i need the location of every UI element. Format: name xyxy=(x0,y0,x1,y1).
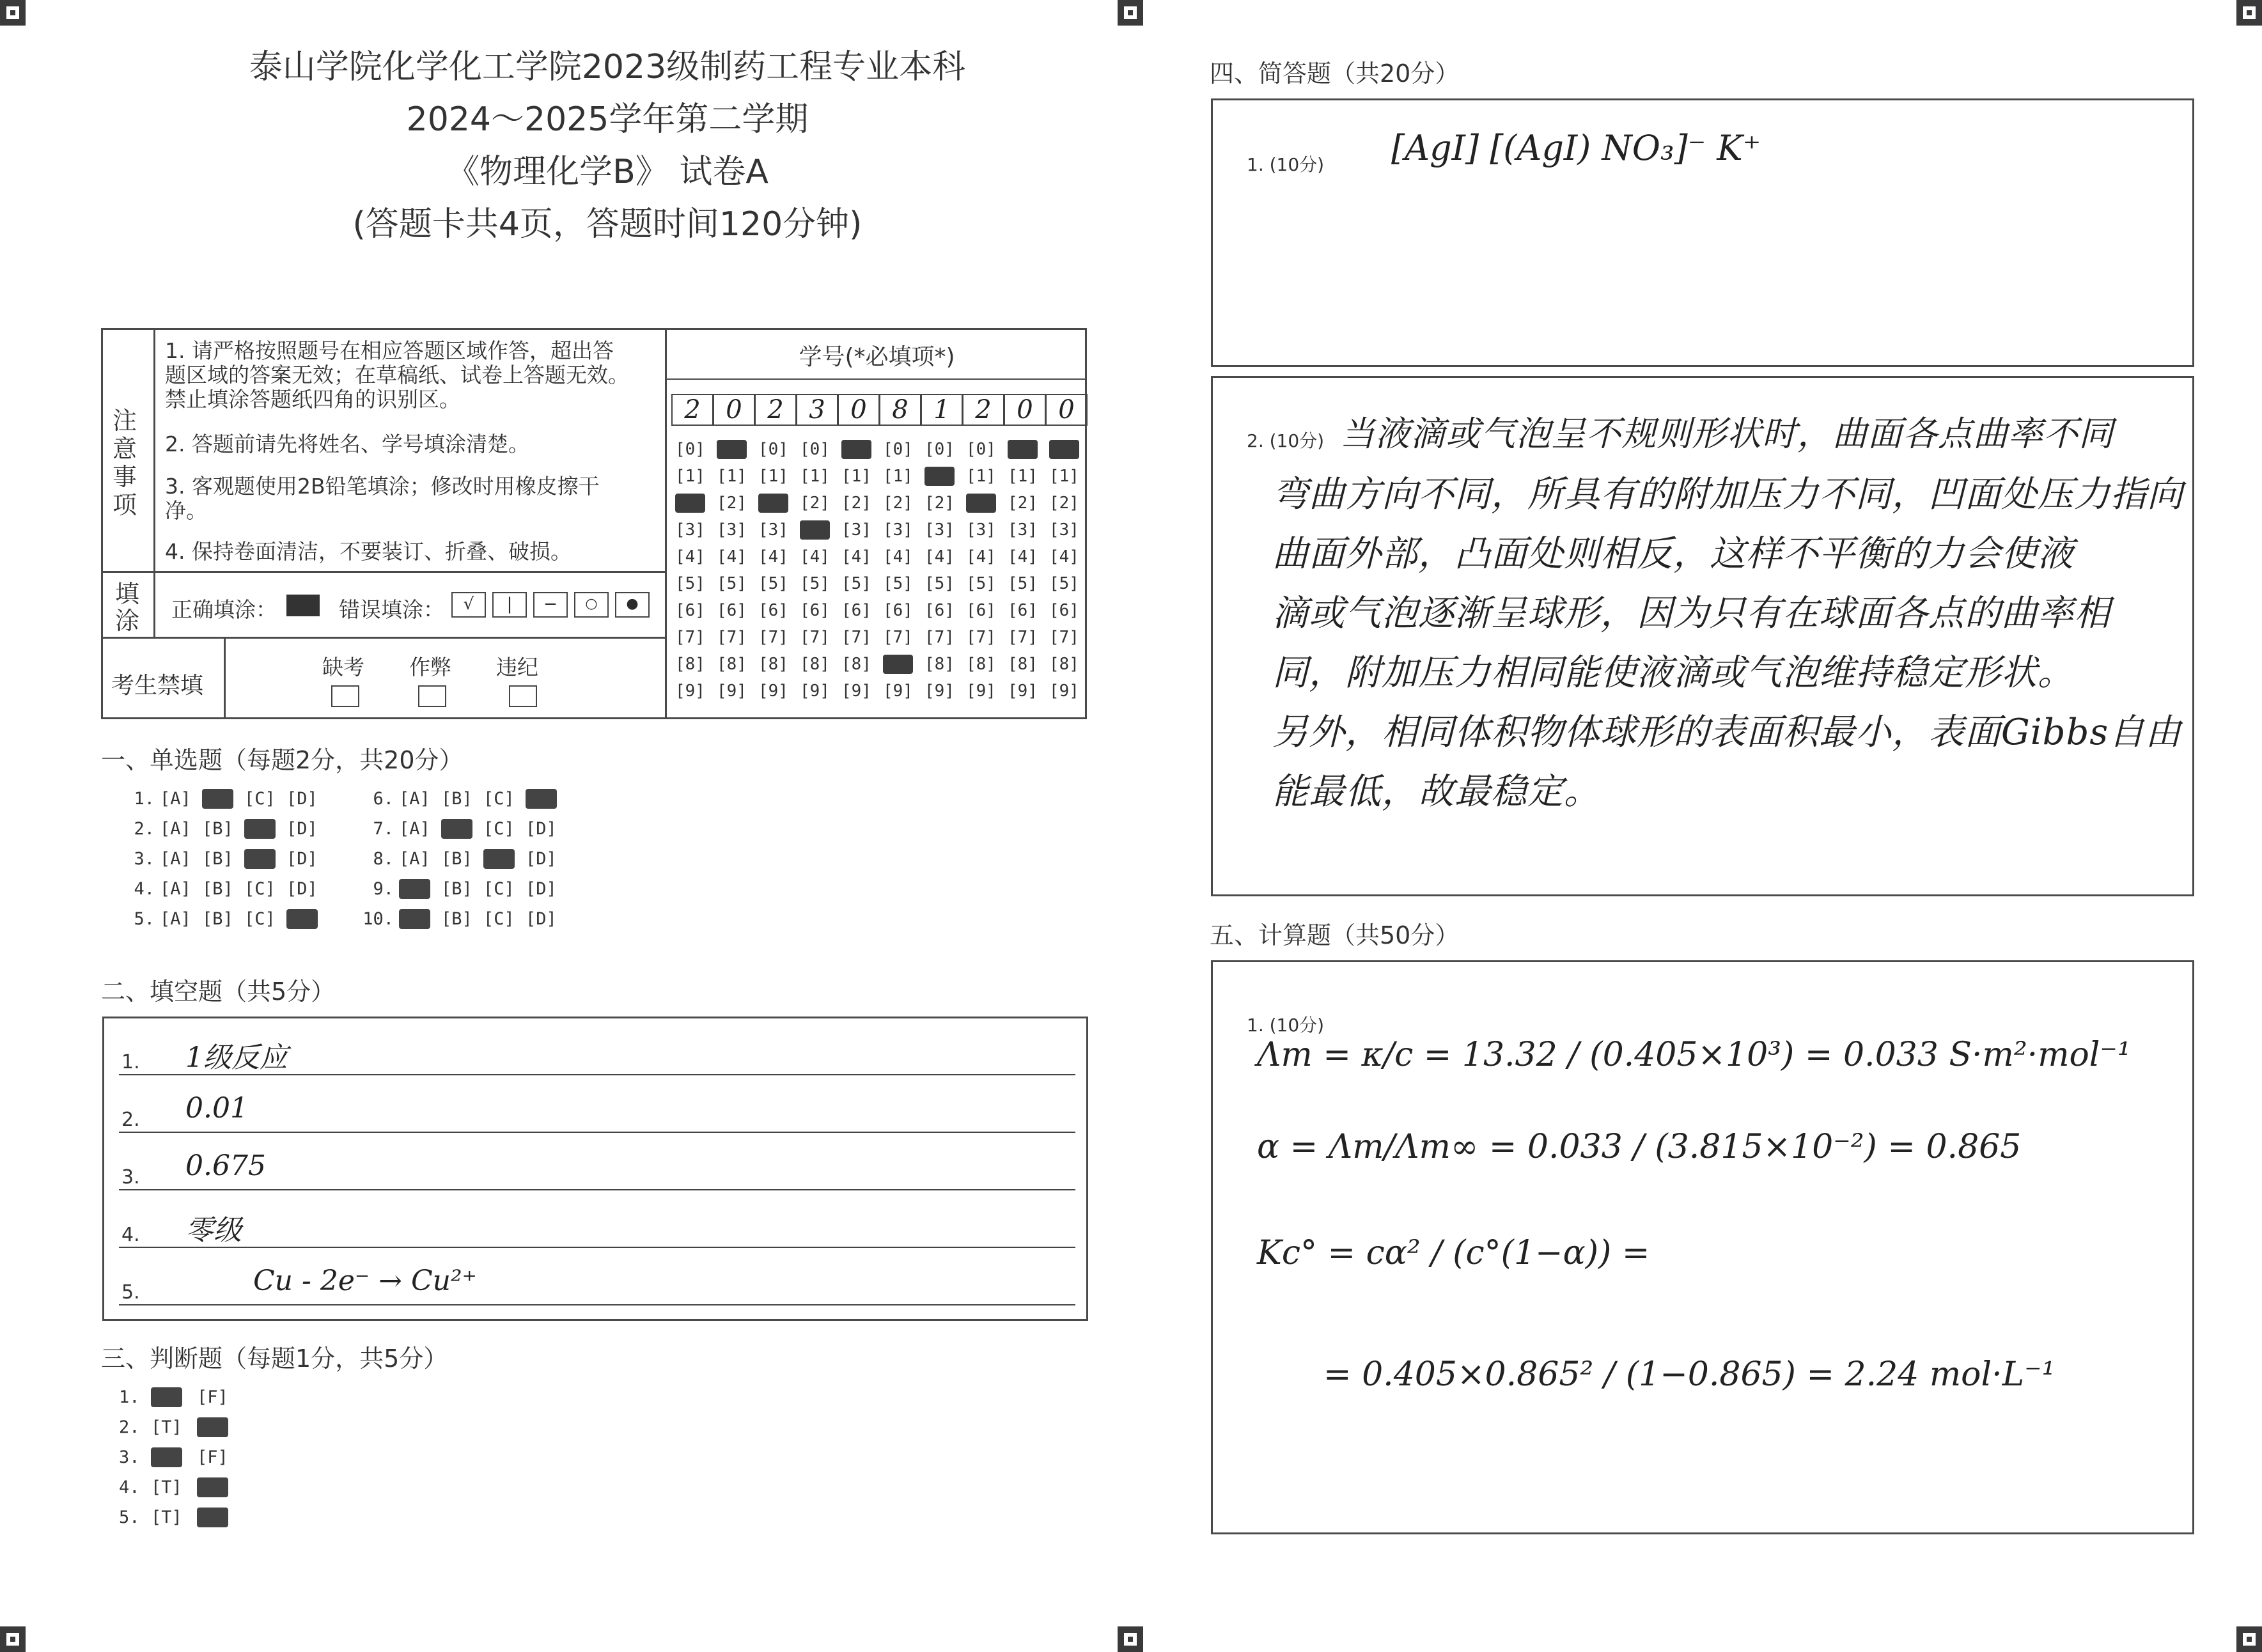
student-id-bubble[interactable]: [4] xyxy=(1008,547,1038,566)
single-choice-number: 3. xyxy=(134,849,155,869)
student-id-bubble[interactable]: [6] xyxy=(966,601,996,620)
student-id-bubble[interactable]: [3] xyxy=(758,520,788,540)
single-choice-option[interactable]: [D] xyxy=(526,879,557,899)
fill-blank-underline xyxy=(119,1189,1075,1190)
student-id-bubble[interactable]: [5] xyxy=(758,574,788,593)
student-id-bubble-filled[interactable]: [3] xyxy=(800,520,830,540)
exam-title-line2: 2024～2025学年第二学期 xyxy=(406,100,809,139)
single-choice-option[interactable]: [D] xyxy=(286,819,318,839)
student-id-bubble[interactable]: [8] xyxy=(841,655,871,674)
single-choice-option[interactable]: [A] xyxy=(399,849,430,869)
single-choice-option[interactable]: [A] xyxy=(160,849,191,869)
fill-blank-title: 二、填空题（共5分） xyxy=(101,978,336,1006)
single-choice-option[interactable]: [D] xyxy=(286,879,318,899)
single-choice-number: 5. xyxy=(134,909,155,929)
single-choice-option-filled[interactable]: [B] xyxy=(202,789,233,809)
student-id-bubble[interactable]: [9] xyxy=(758,682,788,701)
single-choice-option[interactable]: [A] xyxy=(160,879,191,899)
student-id-bubble[interactable]: [5] xyxy=(675,574,705,593)
student-id-bubble[interactable]: [6] xyxy=(924,601,955,620)
student-id-bubble[interactable]: [2] xyxy=(883,494,913,513)
exam-title-line4: (答题卡共4页，答题时间120分钟) xyxy=(352,205,862,244)
forbidden-divider xyxy=(224,637,226,719)
single-choice-option-filled[interactable]: [C] xyxy=(483,849,515,869)
wrong-fill-label: 错误填涂： xyxy=(339,597,444,622)
short-answer-q2-line: 能最低，故最稳定。 xyxy=(1272,771,1600,813)
short-answer-q1-label: 1. (10分) xyxy=(1247,154,1325,175)
student-id-bubble[interactable]: [6] xyxy=(1008,601,1038,620)
student-id-bubble[interactable]: [2] xyxy=(717,494,747,513)
student-id-bubble[interactable]: [5] xyxy=(1008,574,1038,593)
single-choice-number: 6. xyxy=(373,789,394,809)
student-id-bubble[interactable]: [0] xyxy=(966,440,996,459)
true-false-option-filled[interactable]: [F] xyxy=(197,1508,228,1527)
student-id-label: 学号(*必填项*) xyxy=(799,344,955,370)
student-id-digit: 2 xyxy=(671,394,714,426)
notice-item-1: 1. 请严格按照题号在相应答题区域作答，超出答题区域的答案无效；在草稿纸、试卷上答题无效。禁止填涂答题纸四角的识别区。 xyxy=(165,338,629,412)
student-id-bubble[interactable]: [2] xyxy=(924,494,955,513)
forbidden-violation: 违纪 xyxy=(496,655,538,680)
fill-blank-number: 1. xyxy=(121,1051,140,1073)
student-id-bubble[interactable]: [7] xyxy=(966,628,996,647)
single-choice-number: 2. xyxy=(134,819,155,839)
student-id-bubble[interactable]: [0] xyxy=(924,440,955,459)
student-id-bubble[interactable]: [4] xyxy=(841,547,871,566)
student-id-bubble[interactable]: [0] xyxy=(758,440,788,459)
fill-blank-answer[interactable]: 0.01 xyxy=(185,1092,248,1125)
student-id-bubble[interactable]: [7] xyxy=(758,628,788,647)
single-choice-option[interactable]: [B] xyxy=(202,819,233,839)
forbidden-cheat: 作弊 xyxy=(409,655,451,680)
wrong-mark-bar: | xyxy=(492,592,527,618)
student-id-bubble[interactable]: [0] xyxy=(675,440,705,459)
student-id-bubble[interactable]: [1] xyxy=(966,467,996,486)
single-choice-option-filled[interactable]: [B] xyxy=(441,819,472,839)
single-choice-option[interactable]: [A] xyxy=(160,909,191,929)
student-id-bubble[interactable]: [3] xyxy=(966,520,996,540)
forbidden-cheat-box[interactable] xyxy=(418,685,446,707)
single-choice-number: 10. xyxy=(363,909,394,929)
student-id-bubble[interactable]: [0] xyxy=(800,440,830,459)
calculation-title: 五、计算题（共50分） xyxy=(1210,921,1460,949)
student-id-bubble[interactable]: [4] xyxy=(758,547,788,566)
short-answer-title: 四、简答题（共20分） xyxy=(1210,59,1460,88)
student-id-bubble[interactable]: [3] xyxy=(841,520,871,540)
single-choice-option-filled[interactable]: [C] xyxy=(244,849,276,869)
true-false-option-filled[interactable]: [T] xyxy=(151,1447,182,1467)
true-false-title: 三、判断题（每题1分，共5分） xyxy=(101,1344,448,1373)
single-choice-option[interactable]: [A] xyxy=(160,819,191,839)
true-false-option[interactable]: [F] xyxy=(197,1387,228,1407)
student-id-bubble[interactable]: [5] xyxy=(717,574,747,593)
student-id-bubble[interactable]: [6] xyxy=(675,601,705,620)
single-choice-option[interactable]: [C] xyxy=(244,879,276,899)
student-id-digit: 0 xyxy=(838,394,880,426)
student-id-bubble[interactable]: [7] xyxy=(883,628,913,647)
short-answer-q1-answer: [AgI] [(AgI) NO₃]⁻ K⁺ xyxy=(1391,128,1761,168)
student-id-bubble[interactable]: [4] xyxy=(966,547,996,566)
single-choice-option[interactable]: [B] xyxy=(441,849,472,869)
student-id-digit: 2 xyxy=(962,394,1004,426)
single-choice-option[interactable]: [C] xyxy=(483,789,515,809)
student-id-bubble[interactable]: [8] xyxy=(924,655,955,674)
student-id-bubble[interactable]: [7] xyxy=(924,628,955,647)
single-choice-option-filled[interactable]: [A] xyxy=(399,879,430,899)
student-id-bubble[interactable]: [9] xyxy=(966,682,996,701)
student-id-bubble[interactable]: [7] xyxy=(717,628,747,647)
calculation-line: = 0.405×0.865² / (1−0.865) = 2.24 mol·L⁻¹ xyxy=(1323,1355,2055,1394)
fill-blank-underline xyxy=(119,1304,1075,1305)
student-id-digit: 0 xyxy=(1045,394,1088,426)
student-id-digit: 3 xyxy=(796,394,838,426)
single-choice-option[interactable]: [D] xyxy=(286,789,318,809)
true-false-option[interactable]: [T] xyxy=(151,1508,182,1527)
student-id-bubble[interactable]: [3] xyxy=(924,520,955,540)
student-id-bubble[interactable]: [1] xyxy=(841,467,871,486)
student-id-bubble[interactable]: [8] xyxy=(758,655,788,674)
student-id-bubble[interactable]: [6] xyxy=(883,601,913,620)
exam-title-line1: 泰山学院化学化工学院2023级制药工程专业本科 xyxy=(249,48,966,86)
student-id-bubble[interactable]: [3] xyxy=(717,520,747,540)
info-panel-divider xyxy=(665,328,667,719)
student-id-bubble[interactable]: [9] xyxy=(1008,682,1038,701)
student-id-bubble-filled[interactable]: [2] xyxy=(675,494,705,513)
student-id-bubble[interactable]: [9] xyxy=(1049,682,1079,701)
student-id-bubble[interactable]: [1] xyxy=(675,467,705,486)
student-id-bubble[interactable]: [5] xyxy=(841,574,871,593)
short-answer-q2-label: 2. (10分) xyxy=(1247,430,1325,451)
student-id-bubble[interactable]: [4] xyxy=(717,547,747,566)
single-choice-option[interactable]: [B] xyxy=(441,789,472,809)
notice-label: 注意事项 xyxy=(113,407,137,519)
true-false-number: 1. xyxy=(119,1387,140,1407)
student-id-bubble[interactable]: [3] xyxy=(1049,520,1079,540)
fill-blank-answer[interactable]: 零级 xyxy=(185,1214,242,1247)
fill-blank-underline xyxy=(119,1132,1075,1133)
correct-fill-sample xyxy=(286,595,320,616)
fill-blank-underline xyxy=(119,1074,1075,1075)
student-id-bubble[interactable]: [3] xyxy=(675,520,705,540)
student-id-bubble[interactable]: [5] xyxy=(924,574,955,593)
student-id-bubble[interactable]: [2] xyxy=(800,494,830,513)
single-choice-option[interactable]: [C] xyxy=(244,789,276,809)
corner-marker-top-center xyxy=(1118,0,1143,26)
corner-marker-bottom-center xyxy=(1118,1626,1143,1652)
student-id-bubble[interactable]: [1] xyxy=(800,467,830,486)
fill-label: 填涂 xyxy=(115,580,140,635)
student-id-digit: 1 xyxy=(921,394,963,426)
student-id-bubble[interactable]: [1] xyxy=(758,467,788,486)
student-id-bubble[interactable]: [1] xyxy=(883,467,913,486)
student-id-bubble[interactable]: [7] xyxy=(800,628,830,647)
fill-blank-number: 3. xyxy=(121,1166,140,1188)
notice-item-2: 2. 答题前请先将姓名、学号填涂清楚。 xyxy=(165,432,529,456)
student-id-bubble[interactable]: [6] xyxy=(758,601,788,620)
calculation-line: α = Λm/Λm∞ = 0.033 / (3.815×10⁻²) = 0.865 xyxy=(1257,1128,2022,1166)
wrong-mark-dot: ● xyxy=(615,592,650,618)
student-id-bubble[interactable]: [8] xyxy=(1049,655,1079,674)
student-id-label-rule xyxy=(667,378,1087,380)
single-choice-option[interactable]: [C] xyxy=(244,909,276,929)
true-false-option-filled[interactable]: [F] xyxy=(197,1477,228,1497)
true-false-number: 2. xyxy=(119,1417,140,1437)
student-id-bubble[interactable]: [8] xyxy=(966,655,996,674)
student-id-digit: 0 xyxy=(713,394,755,426)
calculation-line: Kc° = cα² / (c°(1−α)) = xyxy=(1257,1234,1650,1272)
single-choice-option[interactable]: [D] xyxy=(526,819,557,839)
student-id-bubble[interactable]: [9] xyxy=(675,682,705,701)
true-false-number: 4. xyxy=(119,1477,140,1497)
short-answer-q2-line: 弯曲方向不同，所具有的附加压力不同，凹面处压力指向 xyxy=(1272,474,2183,515)
single-choice-option-filled[interactable]: [C] xyxy=(244,819,276,839)
student-id-bubble[interactable]: [1] xyxy=(1008,467,1038,486)
single-choice-number: 7. xyxy=(373,819,394,839)
student-id-bubble[interactable]: [1] xyxy=(1049,467,1079,486)
student-id-bubble[interactable]: [2] xyxy=(1008,494,1038,513)
single-choice-option[interactable]: [B] xyxy=(202,849,233,869)
fill-blank-number: 4. xyxy=(121,1224,140,1246)
short-answer-q2-line: 当液滴或气泡呈不规则形状时，曲面各点曲率不同 xyxy=(1340,414,2114,454)
true-false-option[interactable]: [F] xyxy=(197,1447,228,1467)
student-id-bubble[interactable]: [2] xyxy=(1049,494,1079,513)
student-id-bubble[interactable]: [8] xyxy=(717,655,747,674)
fill-blank-number: 2. xyxy=(121,1109,140,1131)
short-answer-q2-line: 另外，相同体积物体球形的表面积最小，表面Gibbs自由 xyxy=(1272,712,2182,753)
single-choice-option[interactable]: [A] xyxy=(160,789,191,809)
student-id-bubble[interactable]: [7] xyxy=(841,628,871,647)
notice-item-3: 3. 客观题使用2B铅笔填涂；修改时用橡皮擦干净。 xyxy=(165,474,600,523)
short-answer-q2-line: 曲面外部，凸面处则相反，这样不平衡的力会使液 xyxy=(1272,533,2074,575)
fill-blank-number: 5. xyxy=(121,1281,140,1304)
single-choice-option[interactable]: [C] xyxy=(483,879,515,899)
true-false-option[interactable]: [T] xyxy=(151,1417,182,1437)
fill-blank-answer[interactable]: Cu - 2e⁻ → Cu²⁺ xyxy=(253,1265,477,1297)
single-choice-option[interactable]: [D] xyxy=(526,909,557,929)
single-choice-option[interactable]: [D] xyxy=(526,849,557,869)
student-id-bubble-filled[interactable]: [0] xyxy=(717,440,747,459)
single-choice-option[interactable]: [A] xyxy=(399,819,430,839)
single-choice-option[interactable]: [A] xyxy=(399,789,430,809)
single-choice-number: 8. xyxy=(373,849,394,869)
true-false-option[interactable]: [T] xyxy=(151,1477,182,1497)
short-answer-q2-line: 滴或气泡逐渐呈球形，因为只有在球面各点的曲率相 xyxy=(1272,593,2110,634)
student-id-bubble-filled[interactable]: [0] xyxy=(1008,440,1038,459)
wrong-mark-circle: ○ xyxy=(574,592,609,618)
corner-marker-bottom-left xyxy=(0,1626,26,1652)
single-choice-title: 一、单选题（每题2分，共20分） xyxy=(101,746,464,774)
student-id-bubble[interactable]: [5] xyxy=(883,574,913,593)
student-id-bubble[interactable]: [6] xyxy=(1049,601,1079,620)
fill-blank-answer[interactable]: 1级反应 xyxy=(185,1041,288,1074)
student-id-bubble[interactable]: [4] xyxy=(1049,547,1079,566)
student-id-bubble[interactable]: [8] xyxy=(1008,655,1038,674)
exam-title-line3: 《物理化学B》 试卷A xyxy=(446,153,768,191)
student-id-bubble-filled[interactable]: [2] xyxy=(966,494,996,513)
true-false-option-filled[interactable]: [F] xyxy=(197,1417,228,1437)
student-id-bubble[interactable]: [4] xyxy=(800,547,830,566)
correct-fill-label: 正确填涂： xyxy=(171,597,277,622)
notice-item-4: 4. 保持卷面清洁，不要装订、折叠、破损。 xyxy=(165,539,572,564)
student-id-bubble-filled[interactable]: [0] xyxy=(1049,440,1079,459)
single-choice-option[interactable]: [B] xyxy=(202,879,233,899)
student-id-bubble[interactable]: [4] xyxy=(924,547,955,566)
student-id-bubble[interactable]: [9] xyxy=(717,682,747,701)
student-id-bubble[interactable]: [8] xyxy=(800,655,830,674)
student-id-bubble[interactable]: [3] xyxy=(883,520,913,540)
student-id-bubble-filled[interactable]: [8] xyxy=(883,655,913,674)
student-id-bubble[interactable]: [7] xyxy=(675,628,705,647)
fill-bottom-rule xyxy=(101,637,667,639)
student-id-digit: 8 xyxy=(879,394,921,426)
single-choice-option[interactable]: [C] xyxy=(483,819,515,839)
single-choice-number: 1. xyxy=(134,789,155,809)
fill-blank-underline xyxy=(119,1247,1075,1248)
student-id-bubble-filled[interactable]: [1] xyxy=(924,467,955,486)
single-choice-option[interactable]: [B] xyxy=(441,879,472,899)
student-id-bubble[interactable]: [9] xyxy=(800,682,830,701)
label-column-divider xyxy=(153,328,155,637)
single-choice-option[interactable]: [C] xyxy=(483,909,515,929)
single-choice-option[interactable]: [B] xyxy=(202,909,233,929)
forbidden-absent: 缺考 xyxy=(322,655,364,680)
short-answer-q2-line: 同，附加压力相同能使液滴或气泡维持稳定形状。 xyxy=(1272,652,2074,694)
single-choice-number: 9. xyxy=(373,879,394,899)
student-id-bubble[interactable]: [5] xyxy=(1049,574,1079,593)
student-id-bubble-filled[interactable]: [0] xyxy=(841,440,871,459)
corner-marker-bottom-right xyxy=(2236,1626,2262,1652)
student-id-bubble[interactable]: [0] xyxy=(883,440,913,459)
single-choice-option-filled[interactable]: [A] xyxy=(399,909,430,929)
student-id-bubble[interactable]: [9] xyxy=(883,682,913,701)
forbidden-label: 考生禁填 xyxy=(111,673,204,699)
fill-blank-answer[interactable]: 0.675 xyxy=(185,1149,266,1182)
student-id-bubble[interactable]: [1] xyxy=(717,467,747,486)
calculation-line: Λm = κ/c = 13.32 / (0.405×10³) = 0.033 S·m²·mol⁻¹ xyxy=(1257,1036,2131,1074)
true-false-number: 3. xyxy=(119,1447,140,1467)
student-id-bubble[interactable]: [9] xyxy=(924,682,955,701)
student-id-digit: 0 xyxy=(1004,394,1046,426)
single-choice-option-filled[interactable]: [D] xyxy=(526,789,557,809)
calculation-q1-label: 1. (10分) xyxy=(1247,1015,1325,1036)
student-id-bubble[interactable]: [6] xyxy=(841,601,871,620)
wrong-mark-check: √ xyxy=(451,592,486,618)
student-id-bubble-filled[interactable]: [2] xyxy=(758,494,788,513)
student-id-bubble[interactable]: [6] xyxy=(717,601,747,620)
single-choice-option[interactable]: [B] xyxy=(441,909,472,929)
student-id-bubble[interactable]: [5] xyxy=(800,574,830,593)
corner-marker-top-right xyxy=(2236,0,2262,26)
forbidden-absent-box[interactable] xyxy=(331,685,359,707)
student-id-bubble[interactable]: [5] xyxy=(966,574,996,593)
notice-bottom-rule xyxy=(101,571,667,573)
single-choice-option-filled[interactable]: [D] xyxy=(286,909,318,929)
single-choice-number: 4. xyxy=(134,879,155,899)
true-false-number: 5. xyxy=(119,1508,140,1527)
corner-marker-top-left xyxy=(0,0,26,26)
student-id-bubble[interactable]: [8] xyxy=(675,655,705,674)
student-id-bubble[interactable]: [7] xyxy=(1008,628,1038,647)
single-choice-option[interactable]: [D] xyxy=(286,849,318,869)
student-id-bubble[interactable]: [7] xyxy=(1049,628,1079,647)
student-id-digit: 2 xyxy=(754,394,797,426)
wrong-mark-dash: − xyxy=(533,592,568,618)
student-id-bubble[interactable]: [4] xyxy=(675,547,705,566)
student-id-bubble[interactable]: [6] xyxy=(800,601,830,620)
student-id-bubble[interactable]: [3] xyxy=(1008,520,1038,540)
forbidden-violation-box[interactable] xyxy=(509,685,537,707)
true-false-option-filled[interactable]: [T] xyxy=(151,1387,182,1407)
student-id-bubble[interactable]: [9] xyxy=(841,682,871,701)
student-id-bubble[interactable]: [2] xyxy=(841,494,871,513)
student-id-bubble[interactable]: [4] xyxy=(883,547,913,566)
